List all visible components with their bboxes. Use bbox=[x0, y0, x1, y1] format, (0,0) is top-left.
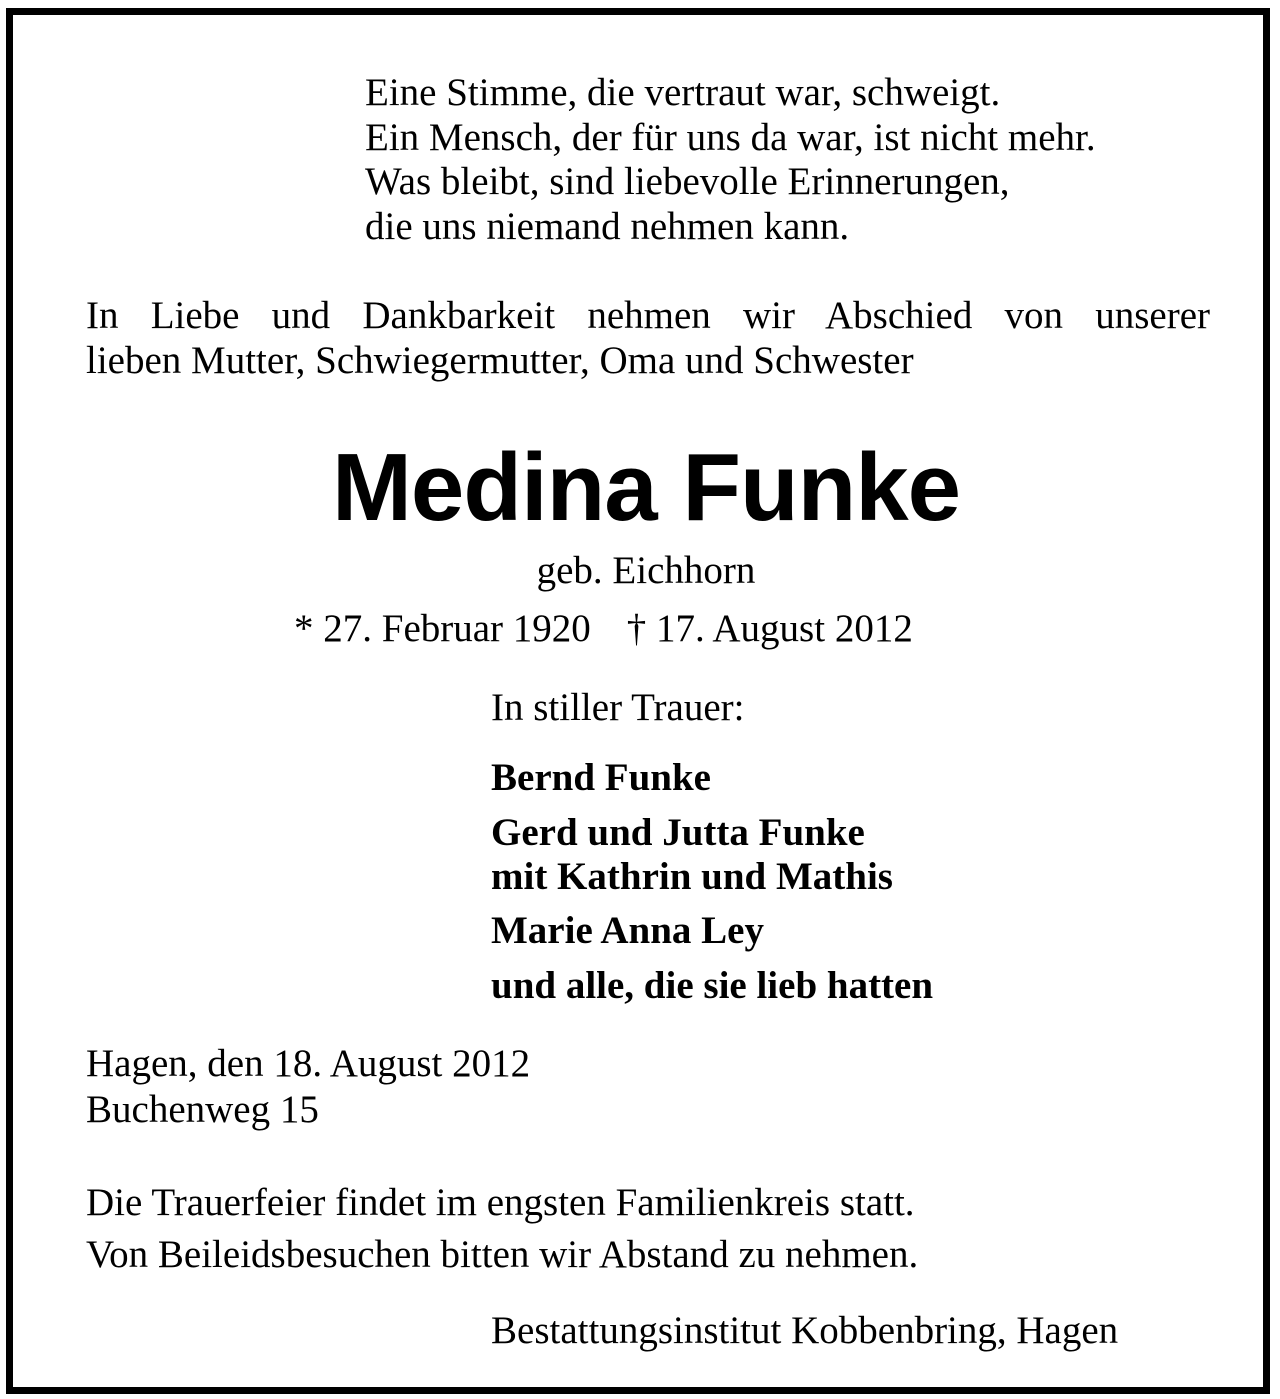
place-and-date bbox=[86, 1041, 530, 1133]
birth-name: geb. Eichhorn bbox=[536, 549, 756, 592]
poem-line: Was bleibt, sind liebevolle Erinnerungen, bbox=[365, 160, 1010, 203]
intro-text bbox=[86, 293, 1210, 383]
funeral-notice bbox=[86, 1177, 918, 1281]
place-date-line: Hagen, den 18. August 2012 bbox=[86, 1042, 531, 1085]
poem-line: Eine Stimme, die vertraut war, schweigt. bbox=[365, 71, 1001, 114]
mourning-heading: In stiller Trauer: bbox=[491, 686, 745, 729]
poem bbox=[365, 71, 1096, 249]
address-line: Buchenweg 15 bbox=[86, 1088, 319, 1131]
birth-date: * 27. Februar 1920 bbox=[294, 607, 591, 650]
intro-line-1: In Liebe und Dankbarkeit nehmen wir Abschied von unserer bbox=[86, 294, 1210, 337]
mourner-name: Marie Anna Ley bbox=[491, 909, 764, 952]
death-date: † 17. August 2012 bbox=[626, 607, 913, 650]
intro-line-2: lieben Mutter, Schwiegermutter, Oma und Schwester bbox=[86, 339, 914, 382]
undertaker-name: Bestattungsinstitut Kobbenbring, Hagen bbox=[491, 1309, 1119, 1352]
mourner-name: Bernd Funke bbox=[491, 756, 711, 799]
poem-line: Ein Mensch, der für uns da war, ist nicht mehr. bbox=[365, 115, 1096, 159]
obituary-frame bbox=[6, 8, 1270, 1394]
mourner-name: mit Kathrin und Mathis bbox=[491, 855, 893, 898]
mourner-name: und alle, die sie lieb hatten bbox=[491, 964, 934, 1007]
poem-line: die uns niemand nehmen kann. bbox=[365, 204, 850, 248]
notice-line: Von Beileidsbesuchen bitten wir Abstand zu nehmen. bbox=[86, 1233, 919, 1276]
mourner-name: Gerd und Jutta Funke bbox=[491, 811, 865, 854]
deceased-name: Medina Funke bbox=[331, 434, 961, 541]
notice-line: Die Trauerfeier findet im engsten Familienkreis statt. bbox=[86, 1181, 915, 1224]
life-dates bbox=[294, 605, 913, 653]
